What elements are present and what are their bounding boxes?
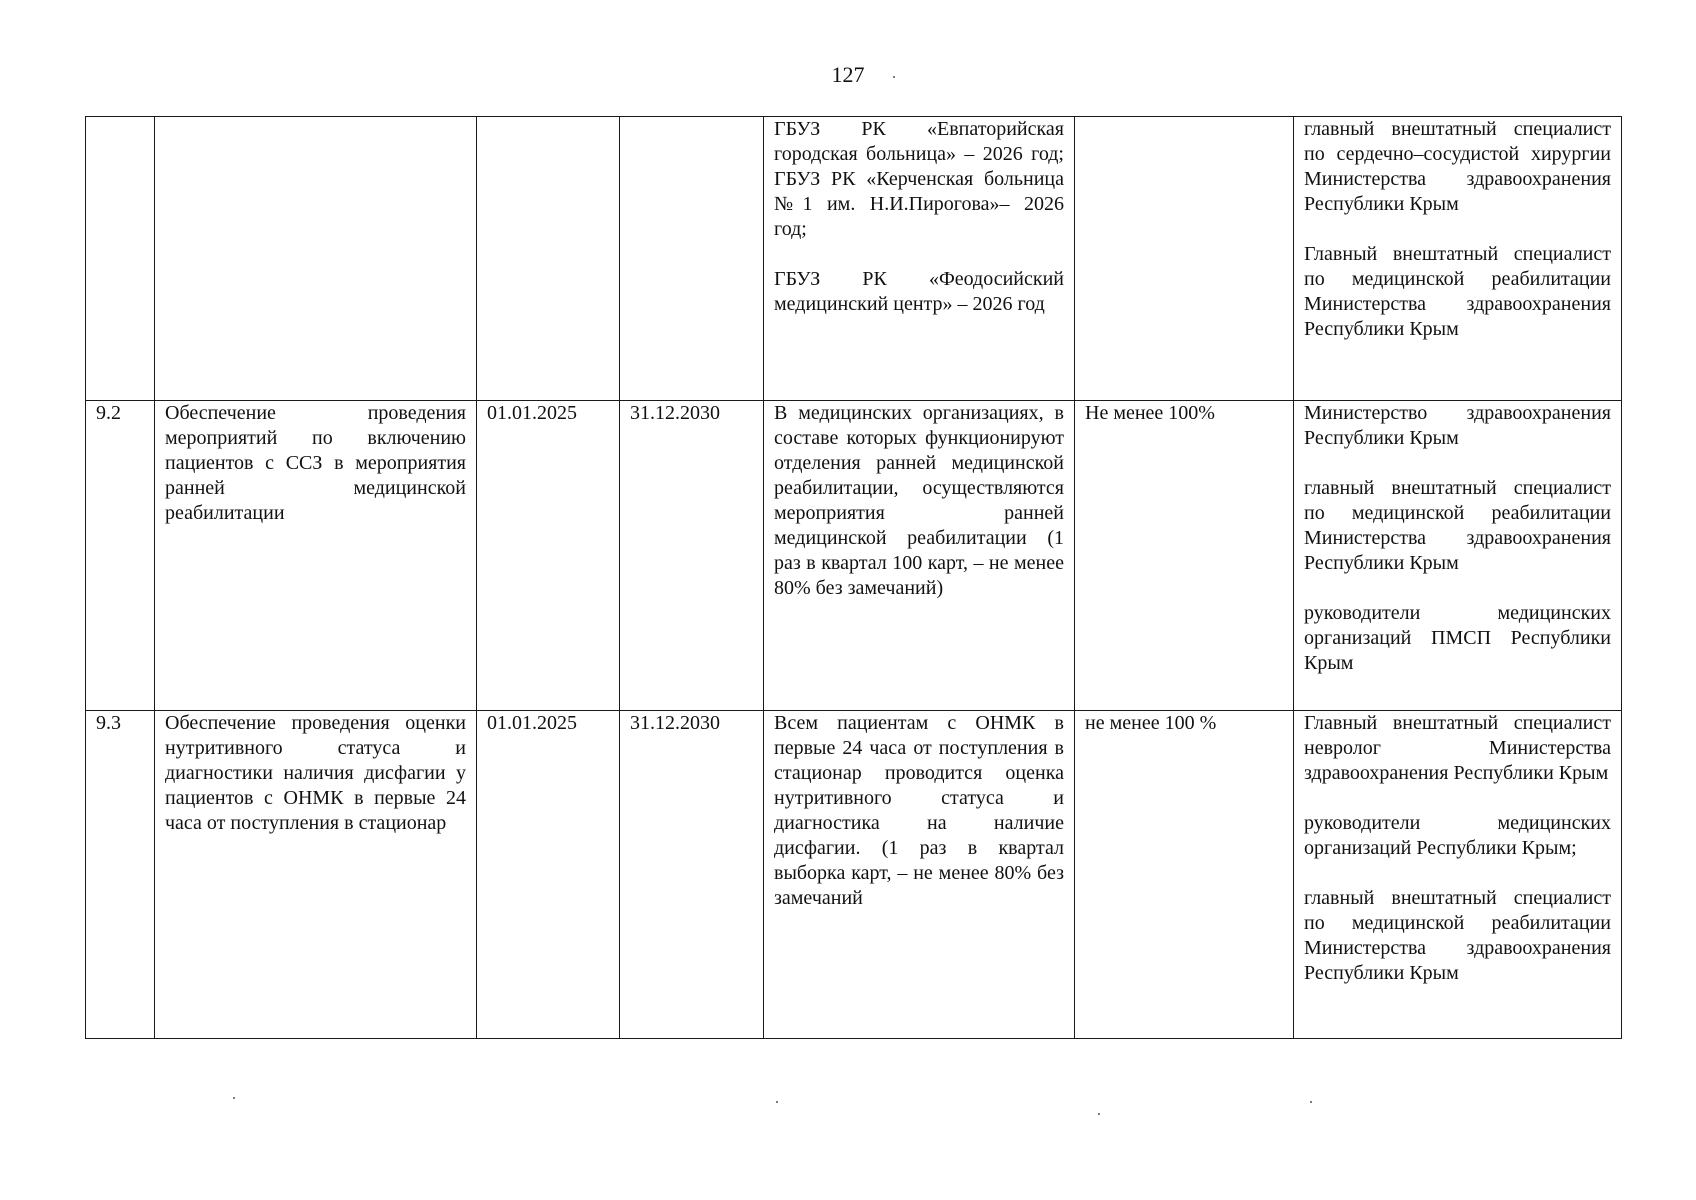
scan-speck: [893, 76, 895, 78]
cell-result: [764, 711, 1075, 1039]
responsible-paragraph: Главный внештатный специалист по медицинской реабилитации Министерства здравоохранения Республики Крым: [1304, 243, 1611, 340]
cell-responsible: [1294, 711, 1622, 1039]
cell-result: [764, 117, 1075, 401]
cell-end-date: [620, 117, 764, 401]
result-paragraph: Всем пациентам с ОНМК в первые 24 часа от поступления в стационар проводится оценка нутритивного статуса и диагностика на наличие дисфагии. (1 раз в квартал выборка карт, – не менее 80% без замечаний: [774, 712, 1064, 909]
responsible-paragraph: руководители медицинских организаций Республики Крым;: [1304, 812, 1611, 859]
responsible-paragraph: главный внештатный специалист по медицинской реабилитации Министерства здравоохранения Республики Крым: [1304, 477, 1611, 574]
responsible-paragraph: руководители медицинских организаций ПМСП Республики Крым: [1304, 602, 1611, 674]
cell-indicator: не менее 100 %: [1075, 711, 1294, 1039]
cell-start-date: [477, 117, 620, 401]
responsible-paragraph: Министерство здравоохранения Республики Крым: [1304, 402, 1611, 449]
cell-event: [155, 117, 477, 401]
cell-indicator: Не менее 100%: [1075, 401, 1294, 711]
cell-responsible: [1294, 401, 1622, 711]
cell-event: Обеспечение проведения оценки нутритивного статуса и диагностики наличия дисфагии у пациентов с ОНМК в первые 24 часа от поступления в стационар: [155, 711, 477, 1039]
cell-start-date: 01.01.2025: [477, 401, 620, 711]
result-paragraph: В медицинских организациях, в составе которых функционируют отделения ранней медицинской реабилитации, осуществляются мероприятия ранней медицинской реабилитации (1 раз в квартал 100 карт, – не менее 80% без замечаний): [774, 402, 1064, 599]
cell-number: [86, 117, 155, 401]
responsible-paragraph: Главный внештатный специалист невролог Министерства здравоохранения Республики Крым: [1304, 712, 1611, 784]
cell-indicator: [1075, 117, 1294, 401]
cell-end-date: 31.12.2030: [620, 401, 764, 711]
scan-speck: [1310, 1101, 1312, 1103]
scan-speck: [1098, 1113, 1100, 1115]
cell-responsible: [1294, 117, 1622, 401]
cell-event: Обеспечение проведения мероприятий по включению пациентов с ССЗ в мероприятия ранней медицинской реабилитации: [155, 401, 477, 711]
result-paragraph: ГБУЗ РК «Евпаторийская городская больница» – 2026 год; ГБУЗ РК «Керченская больница №1 им. Н.И.Пирогова»– 2026 год;: [774, 118, 1064, 240]
cell-start-date: 01.01.2025: [477, 711, 620, 1039]
scan-speck: [233, 1097, 235, 1099]
table-row: [86, 117, 1622, 401]
table-row: [86, 401, 1622, 711]
table-row: [86, 711, 1622, 1039]
page-number: 127: [831, 62, 865, 87]
cell-result: [764, 401, 1075, 711]
scan-speck: [776, 1101, 778, 1103]
cell-number: 9.2: [86, 401, 155, 711]
result-paragraph: ГБУЗ РК «Феодосийский медицинский центр» – 2026 год: [774, 268, 1064, 315]
cell-number: 9.3: [86, 711, 155, 1039]
responsible-paragraph: главный внештатный специалист по медицинской реабилитации Министерства здравоохранения Республики Крым: [1304, 887, 1611, 984]
measures-table: [85, 116, 1622, 1039]
cell-end-date: 31.12.2030: [620, 711, 764, 1039]
responsible-paragraph: главный внештатный специалист по сердечно–сосудистой хирургии Министерства здравоохранения Республики Крым: [1304, 118, 1611, 215]
